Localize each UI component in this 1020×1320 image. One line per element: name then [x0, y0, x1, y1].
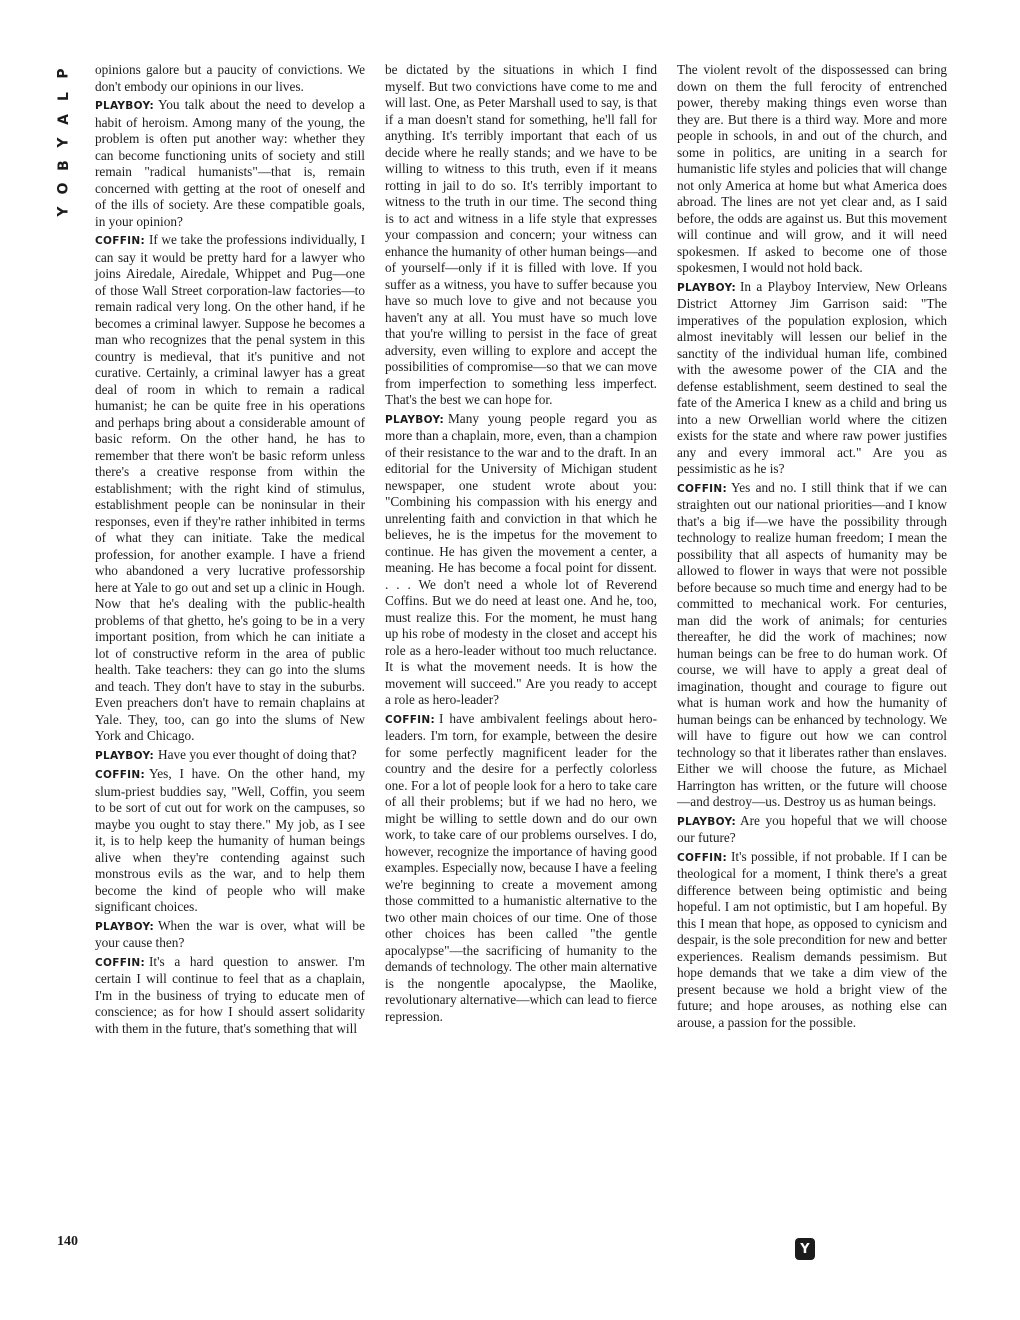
speaker-label: COFFIN:: [95, 769, 145, 781]
paragraph-text: Have you ever thought of doing that?: [157, 746, 357, 762]
speaker-label: COFFIN:: [95, 235, 145, 247]
paragraph-text: If we take the professions individually, I can say it would be pretty hard for a lawyer who joins Airedale, Airedale, Whippet and Pug—one of those Wall Street corporation-law factories—to remain radical very long. On the other hand, if he becomes a criminal lawyer. Suppose he becomes a man who recognizes that the penal system in this country is medieval, that it's punitive and not curative. Certainly, a criminal lawyer has a great deal of room in which to remain a radical humanist; he can be quite free in his operations and perhaps bring about a considerable amount of basic reform. On the other hand, he has to remember that there won't be basic reform unless there's a creative response from within the establishment; with the right kind of stimulus, establishment people can be noninsular in their responses, even if they're rather inhibited in terms of what they can initiate. Take the medical profession, for another example. I have a friend who abandoned a very lucrative professorship here at Yale to go out and set up a clinic in Hough. Now that he's dealing with the public-health problems of that ghetto, he's going to be in a very important position, from which he can initiate a lot of constructive reform in the area of public health. Take teachers: they can go into the slums and teach. They don't have to stay in the suburbs. Even preachers don't have to remain chaplains at Yale. They, too, can go into the slums of New York and Chicago.: [95, 232, 365, 743]
speaker-label: COFFIN:: [95, 956, 145, 969]
speaker-label: PLAYBOY:: [95, 100, 154, 112]
page-number: 140: [57, 1234, 78, 1249]
paragraph-text: Yes, I have. On the other hand, my slum-priest buddies say, "Well, Coffin, you seem to be sort of cut out for work on the campuses, so maybe you ought to stay there." My job, as I see it, is to help keep the humanity of human beings alive when they're contending against such monstrous evils as the war, and to help them become the kind of people who will make significant choices.: [95, 766, 365, 914]
paragraph-text: It's possible, if not probable. If I can be theological for a moment, I think there's a great difference between being optimistic and being hopeful. I am not optimistic, but I am hopeful. By this I mean that hope, as opposed to cynicism and despair, is the sole precondition for new and better experiences. Realism demands pessimism. But hope demands that we take a dim view of the present because we hold a bright view of the future; and hope arouses, as nothing else can arouse, a passion for the possible.: [677, 848, 947, 1030]
interview-paragraph: [677, 62, 947, 277]
side-logo-letter: P: [55, 68, 72, 79]
interview-paragraph: [385, 62, 657, 409]
speaker-label: PLAYBOY:: [677, 815, 736, 828]
rabbit-end-mark-icon: Y: [795, 1238, 815, 1260]
interview-paragraph: [385, 711, 657, 1026]
side-logo-letter: Y: [55, 206, 72, 217]
side-logo-letter: A: [55, 114, 72, 125]
speaker-label: COFFIN:: [677, 482, 727, 495]
side-logo-letter: Y: [55, 137, 72, 148]
text-column-1: [95, 62, 365, 1039]
interview-paragraph: [95, 918, 365, 952]
text-column-2: [385, 62, 657, 1027]
paragraph-text: It's a hard question to answer. I'm certain I will continue to feel that as a chaplain, I'm in the business of trying to educate men of conscience; as for how I should assert solidarity with them in the future, that's something that will: [95, 953, 365, 1036]
interview-paragraph: [95, 232, 365, 745]
speaker-label: PLAYBOY:: [385, 413, 444, 426]
speaker-label: PLAYBOY:: [95, 749, 154, 762]
interview-paragraph: [677, 480, 947, 811]
speaker-label: COFFIN:: [677, 851, 727, 864]
speaker-label: PLAYBOY:: [95, 920, 154, 933]
paragraph-text: The violent revolt of the dispossessed can bring down on them the full ferocity of entrenched power, thereby making things even worse than they are. But there is a third way. More and more people in schools, in and out of the church, and some in politics, are uniting in a search for humanistic life styles and policies that will change not only America at home but what America does abroad. The lines are not yet clear and, as I said before, the odds are against us. But this movement will continue and will grow, and it will need spokesmen. If asked to become one of those spokesmen, I would not hold back.: [677, 62, 947, 275]
paragraph-text: Many young people regard you as more than a chaplain, more, even, than a champion of their resistance to the war and to the draft. In an editorial for the University of Michigan student newspaper, one student wrote about you: "Combining his compassion with his energy and unrelenting faith and conviction in that which he believes, he is the impetus for the movement to continue. He has given the movement a center, a meaning. He has become a focal point for dissent. . . . We don't need a whole lot of Reverend Coffins. But we do need at least one. And he, too, must realize this. For the moment, he must hang up his robe of modesty in the closet and accept his role as a hero-leader without too much reluctance. It is what the movement needs. It is how the movement will succeed." Are you ready to accept a role as hero-leader?: [385, 410, 657, 707]
paragraph-text: When the war is over, what will be your cause then?: [95, 917, 365, 950]
side-logo-letter: L: [55, 92, 72, 101]
speaker-label: COFFIN:: [385, 713, 435, 726]
paragraph-text: opinions galore but a paucity of convictions. We don't embody our opinions in our lives.: [95, 62, 365, 94]
side-logo-letter: O: [55, 182, 72, 195]
interview-paragraph: [95, 954, 365, 1038]
interview-paragraph: [95, 62, 365, 95]
side-logo-letter: B: [55, 160, 72, 171]
interview-paragraph: [95, 747, 365, 765]
paragraph-text: be dictated by the situations in which I find myself. But two convictions have come to me and will last. One, as Peter Marshall used to say, is that if a man doesn't stand for something, he'll fall for anything. It's terribly important that each of us decide where he really stands; and we have to be willing to witness to this truth, even if it means rotting in jail to do so. It's terribly important to witness to the truth in our time. The second thing is to act and witness in a life style that expresses your compassion and concern; your witness can enhance the humanity of other human beings—and of yourself—only if it is filled with love. If you suffer as a witness, you have to suffer because you have so much love to give and not because you haven't any at all. You must have so much love that you're willing to persist in the face of great adversity, even willing to explore and accept the possibilities of compromise—so that we can move from imperfection to something less imperfect. That's the best we can hope for.: [385, 62, 657, 407]
interview-paragraph: [677, 279, 947, 478]
playboy-side-logo: [50, 62, 78, 223]
text-column-3: [677, 62, 947, 1033]
interview-paragraph: [677, 813, 947, 847]
interview-paragraph: [677, 849, 947, 1032]
paragraph-text: In a Playboy Interview, New Orleans District Attorney Jim Garrison said: "The imperatives of the population explosion, which almost inevitably will lessen our belief in the sanctity of the individual human life, combined with the awesome power of the CIA and the defense establishment, seem destined to seal the fate of the America I knew as a child and bring us into a new Orwellian world where the citizen exists for the state and where raw power justifies any and every immoral act." Are you as pessimistic as he is?: [677, 278, 947, 476]
interview-paragraph: [95, 97, 365, 230]
paragraph-text: I have ambivalent feelings about hero-leaders. I'm torn, for example, between the desire for some perfectly magnificent leader for the country and the desire for a perfectly colorless one. For a lot of people look for a hero to take care of all their problems; but if we had no hero, we might be willing to settle down and do our own work, to take care of our problems ourselves. I do, however, recognize the importance of having good examples. Especially now, because I have a feeling we're beginning to create a movement among those committed to a humanistic alternative to the two other main choices of our time. One of those other choices has been called "the gentle apocalypse"—the sacrificing of humanity to the demands of technology. The other main alternative is the nongentle apocalypse, the Maolike, revolutionary alternative—which can lead to fierce repression.: [385, 710, 657, 1024]
paragraph-text: Yes and no. I still think that if we can straighten out our national priorities—and I know that's a big if—we have the possibility through technology to realize human freedom; I mean the possibility that all aspects of humanity may be allowed to flower in ways that were not possible before because so much time and energy had to be committed to mechanical work. For centuries, man did the work of animals; for centuries thereafter, he did the work of machines; now human beings can be free to do human work. Of course, we will have to apply a great deal of imagination, thought and courage to figure out what is human work and how the humanity of human beings can be enhanced by technology. We will have to figure out how we can control technology so that it liberates rather than enslaves. Either we will choose the future, as Michael Harrington has written, or the future will choose—and destroy—us. Destroy us as human beings.: [677, 479, 947, 809]
interview-paragraph: [385, 411, 657, 709]
paragraph-text: Are you hopeful that we will choose our future?: [677, 812, 947, 845]
paragraph-text: You talk about the need to develop a habit of heroism. Among many of the young, the problem is often put another way: whether they can become functioning units of society and still remain "radical humanists"—that is, remain concerned with getting at the root of oneself and of the ills of society. Are these compatible goals, in your opinion?: [95, 97, 365, 229]
speaker-label: PLAYBOY:: [677, 281, 736, 294]
interview-paragraph: [95, 766, 365, 916]
